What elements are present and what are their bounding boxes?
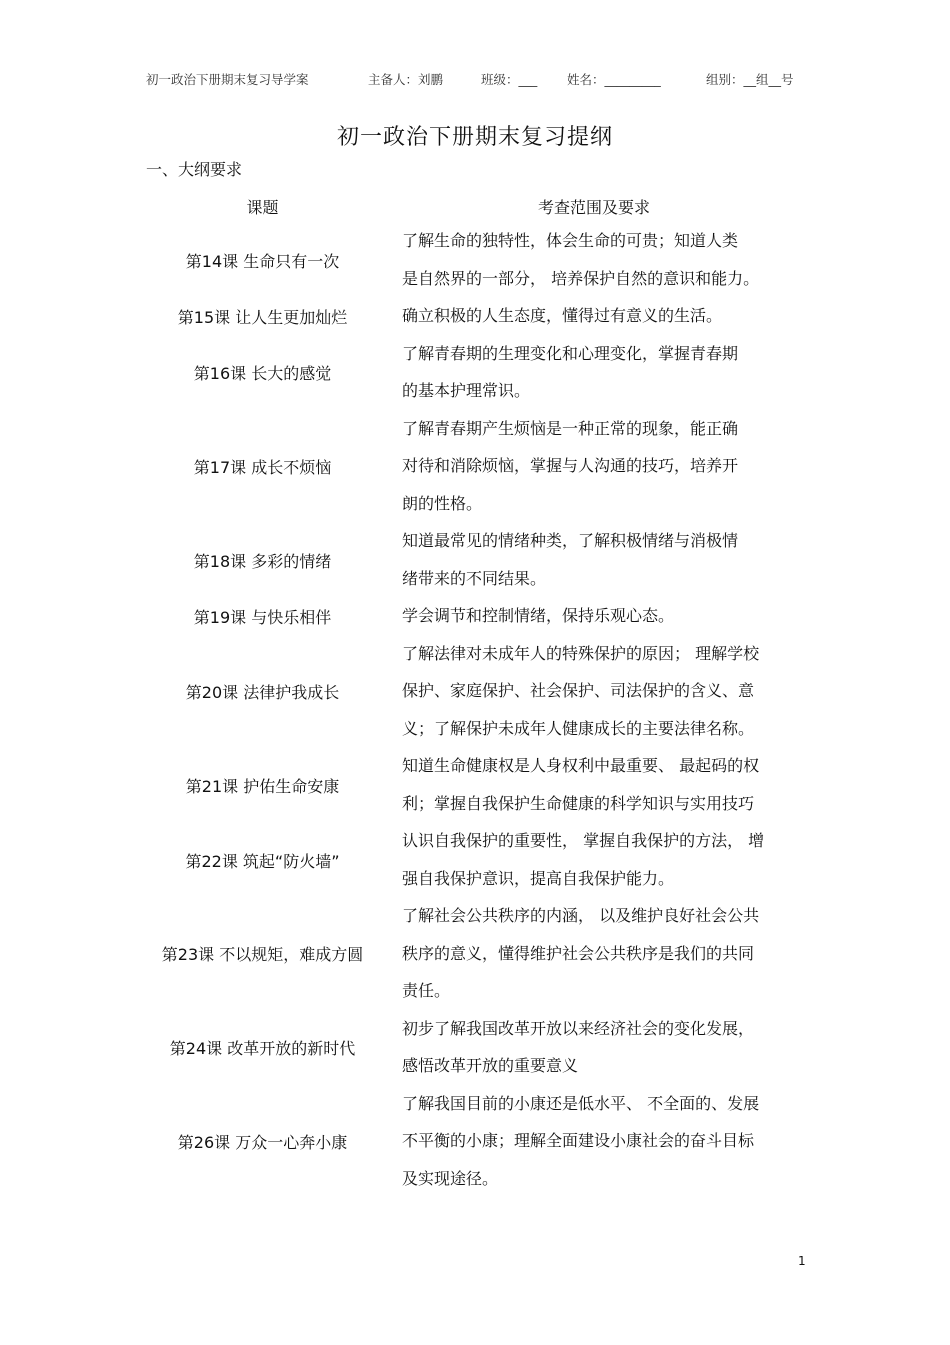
requirement-line: 朗的性格。 <box>402 493 483 513</box>
column-header-lesson: 课题 <box>246 198 279 217</box>
lesson-title: 第23课 不以规矩，难成方圆 <box>161 945 364 965</box>
table-row <box>0 1085 950 1198</box>
table-row <box>0 897 950 1010</box>
lesson-requirement <box>402 222 832 297</box>
table-row <box>0 635 950 748</box>
requirement-line: 了解社会公共秩序的内涵， 以及维护良好社会公共 <box>402 906 760 925</box>
table-row <box>0 410 950 523</box>
requirement-line: 强自我保护意识，提高自我保护能力。 <box>402 868 675 888</box>
requirement-line: 及实现途径。 <box>402 1168 499 1188</box>
requirement-line: 了解我国目前的小康还是低水平、 不全面的、发展 <box>402 1093 760 1113</box>
requirement-line: 了解生命的独特性，体会生命的可贵；知道人类 <box>402 231 739 250</box>
requirement-line: 知道最常见的情绪种类，了解积极情绪与消极情 <box>402 531 739 550</box>
requirement-line: 对待和消除烦恼，掌握与人沟通的技巧，培养开 <box>402 456 739 475</box>
lesson-title: 第17课 成长不烦恼 <box>193 457 332 477</box>
requirement-line: 了解法律对未成年人的特殊保护的原因； 理解学校 <box>402 643 760 663</box>
lesson-title: 第22课 筑起“防火墙” <box>185 851 340 871</box>
page-number: 1 <box>798 1254 806 1268</box>
table-row <box>0 597 950 635</box>
requirement-line: 利；掌握自我保护生命健康的科学知识与实用技巧 <box>402 793 755 813</box>
header-doc-name: 初一政治下册期末复习导学案 <box>146 72 309 87</box>
requirement-line: 了解青春期的生理变化和心理变化，掌握青春期 <box>402 343 739 363</box>
lesson-requirement <box>402 635 832 748</box>
column-header-requirement: 考查范围及要求 <box>538 198 651 217</box>
section-heading: 一、大纲要求 <box>146 160 243 179</box>
requirement-line: 了解青春期产生烦恼是一种正常的现象，能正确 <box>402 418 739 438</box>
page-header <box>146 70 816 90</box>
header-preparer: 主备人：刘鹏 <box>368 72 444 87</box>
lesson-requirement <box>402 522 832 597</box>
lesson-title: 第16课 长大的感觉 <box>193 364 332 383</box>
table-row <box>0 822 950 897</box>
header-name: 姓名：_________ <box>567 72 661 87</box>
requirement-line: 责任。 <box>402 981 451 1000</box>
requirement-line: 是自然界的一部分， 培养保护自然的意识和能力。 <box>402 268 760 288</box>
lesson-requirement <box>402 822 832 897</box>
header-class: 班级：___ <box>481 72 538 87</box>
requirement-line: 不平衡的小康；理解全面建设小康社会的奋斗目标 <box>402 1131 755 1150</box>
table-row <box>0 1010 950 1085</box>
requirement-line: 绪带来的不同结果。 <box>402 568 547 588</box>
requirement-line: 秩序的意义，懂得维护社会公共秩序是我们的共同 <box>402 943 755 963</box>
requirement-line: 学会调节和控制情绪，保持乐观心态。 <box>402 606 675 625</box>
requirement-line: 知道生命健康权是人身权利中最重要、 最起码的权 <box>402 756 760 775</box>
table-row <box>0 297 950 335</box>
lesson-requirement <box>402 1010 832 1085</box>
lesson-title: 第15课 让人生更加灿烂 <box>177 307 348 327</box>
lesson-title: 第14课 生命只有一次 <box>185 251 340 271</box>
lesson-title: 第26课 万众一心奔小康 <box>177 1132 348 1152</box>
table-row <box>0 747 950 822</box>
lesson-requirement <box>402 335 832 410</box>
lesson-title: 第21课 护佑生命安康 <box>185 776 340 796</box>
requirement-line: 保护、家庭保护、社会保护、司法保护的含义、意 <box>402 681 755 700</box>
table-row <box>0 335 950 410</box>
requirement-line: 认识自我保护的重要性， 掌握自我保护的方法， 增 <box>402 831 765 850</box>
table-row <box>0 522 950 597</box>
lesson-requirement <box>402 897 832 1010</box>
header-group: 组别：__组__号 <box>706 72 794 87</box>
lesson-requirement <box>402 297 832 335</box>
lesson-title: 第19课 与快乐相伴 <box>193 607 332 627</box>
lesson-requirement <box>402 747 832 822</box>
requirement-line: 确立积极的人生态度，懂得过有意义的生活。 <box>402 306 723 325</box>
lesson-title: 第24课 改革开放的新时代 <box>169 1039 356 1058</box>
lesson-requirement <box>402 410 832 523</box>
table-row <box>0 222 950 297</box>
lesson-requirement <box>402 597 832 635</box>
document-title: 初一政治下册期末复习提纲 <box>336 125 613 150</box>
lesson-title: 第20课 法律护我成长 <box>185 682 340 702</box>
lesson-title: 第18课 多彩的情绪 <box>193 551 332 571</box>
requirement-line: 的基本护理常识。 <box>402 381 531 400</box>
requirement-line: 感悟改革开放的重要意义 <box>402 1056 579 1075</box>
requirement-line: 初步了解我国改革开放以来经济社会的变化发展， <box>402 1018 755 1038</box>
requirement-line: 义；了解保护未成年人健康成长的主要法律名称。 <box>402 718 755 738</box>
lesson-requirement <box>402 1085 832 1198</box>
